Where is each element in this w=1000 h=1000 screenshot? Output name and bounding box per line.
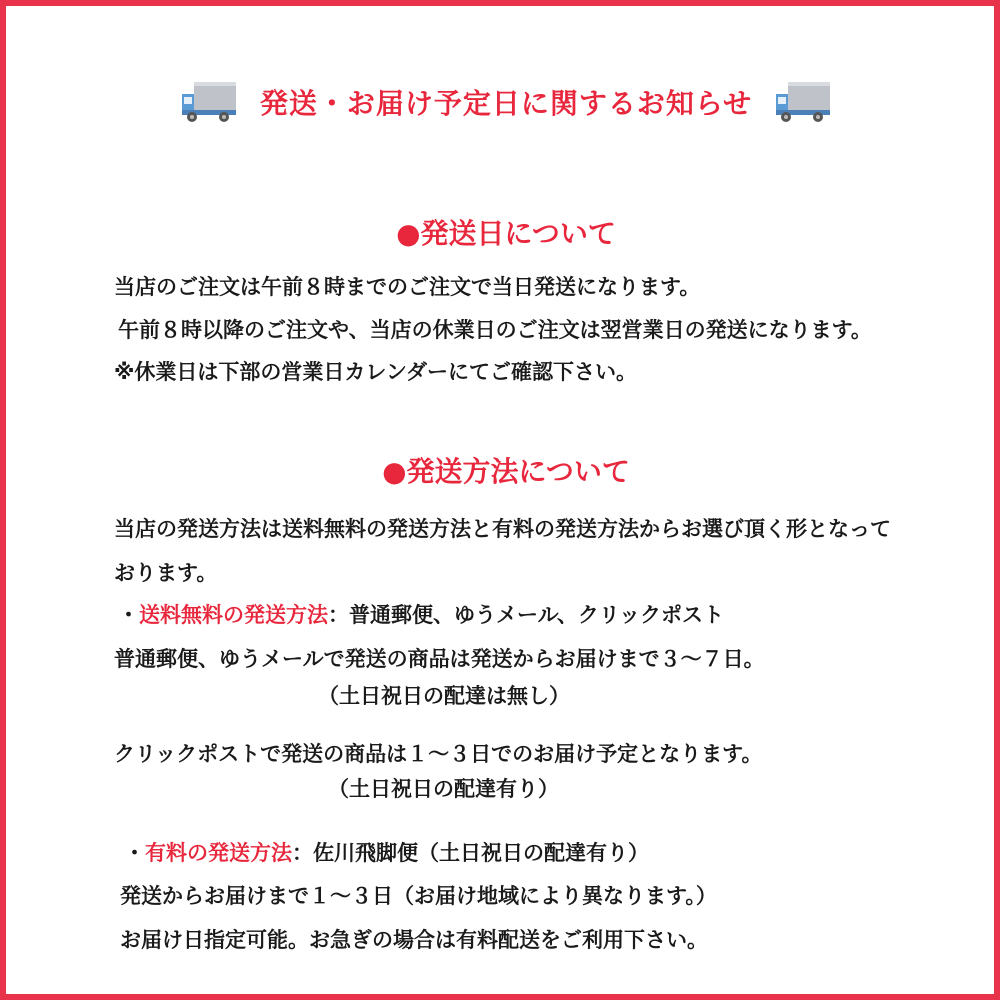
paid-shipping-row	[124, 843, 649, 864]
free-shipping-label: 送料無料の発送方法	[139, 603, 328, 627]
paid-shipping-label: 有料の発送方法	[145, 841, 292, 865]
shipping-date-line-1: 当店のご注文は午前８時までのご注文で当日発送になります。	[114, 275, 701, 299]
shipping-date-line-2: 午前８時以降のご注文や、当店の休業日のご注文は翌営業日の発送になります。	[118, 318, 872, 342]
shipping-method-intro-1: 当店の発送方法は送料無料の発送方法と有料の発送方法からお選び頂く形となって	[114, 517, 891, 541]
delivery-truck-icon	[180, 80, 238, 124]
paid-shipping-line-2: お届け日指定可能。お急ぎの場合は有料配送をご利用下さい。	[120, 928, 708, 952]
shipping-method-heading: ●発送方法について	[382, 455, 630, 488]
free-shipping-line-3: クリックポストで発送の商品は１～３日でのお届け予定となります。	[114, 742, 763, 766]
free-shipping-line-1: 普通郵便、ゆうメールで発送の商品は発送からお届けまで３～７日。	[114, 647, 765, 671]
shipping-date-line-3: ※休業日は下部の営業日カレンダーにてご確認下さい。	[114, 360, 638, 384]
paid-shipping-methods: 佐川飛脚便（土日祝日の配達有り）	[313, 841, 649, 865]
title-row	[6, 72, 1000, 132]
free-shipping-line-2: （土日祝日の配達は無し）	[318, 684, 570, 708]
free-shipping-methods: 普通郵便、ゆうメール、クリックポスト	[349, 603, 725, 627]
bullet: ・	[124, 841, 145, 865]
shipping-method-intro-2: おります。	[114, 561, 218, 585]
paid-shipping-line-1: 発送からお届けまで１～３日（お届け地域により異なります。）	[120, 884, 717, 908]
shipping-date-heading: ●発送日について	[396, 217, 616, 250]
page-title: 発送・お届け予定日に関するお知らせ	[259, 87, 753, 120]
bullet: ・	[118, 603, 139, 627]
delivery-truck-icon	[774, 80, 832, 124]
separator: ：	[328, 603, 349, 627]
separator: ：	[292, 841, 313, 865]
free-shipping-row	[118, 605, 724, 626]
free-shipping-line-4: （土日祝日の配達有り）	[328, 777, 559, 801]
